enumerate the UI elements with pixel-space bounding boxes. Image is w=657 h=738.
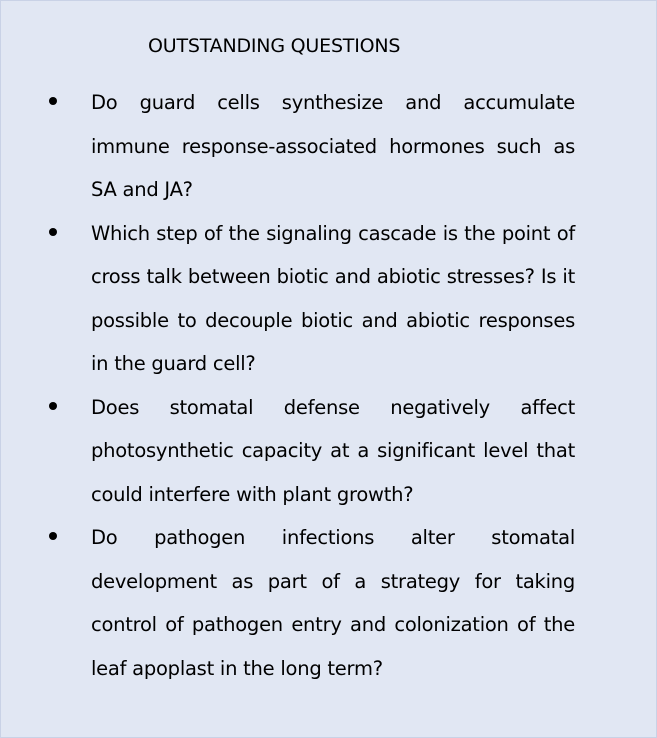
question-text: Does stomatal defense negatively affect photosynthetic capacity at a significant level that could interfere with plant growth? xyxy=(91,395,575,506)
bullet-icon xyxy=(49,402,57,410)
question-item xyxy=(1,81,656,212)
bullet-icon xyxy=(49,97,57,105)
question-item xyxy=(1,386,656,517)
questions-list xyxy=(1,81,656,690)
box-title: OUTSTANDING QUESTIONS xyxy=(148,35,401,57)
question-item xyxy=(1,516,656,690)
question-text: Do pathogen infections alter stomatal development as part of a strategy for taking control of pathogen entry and colonization of the leaf apoplast in the long term? xyxy=(91,526,575,680)
question-text: Which step of the signaling cascade is the point of cross talk between biotic and abiotic stresses? Is it possible to decouple biotic and abiotic responses in the guard cell? xyxy=(91,221,575,375)
bullet-icon xyxy=(49,228,57,236)
bullet-icon xyxy=(49,532,57,540)
question-text: Do guard cells synthesize and accumulate immune response-associated hormones such as SA and JA? xyxy=(91,91,575,201)
question-item xyxy=(1,212,656,386)
